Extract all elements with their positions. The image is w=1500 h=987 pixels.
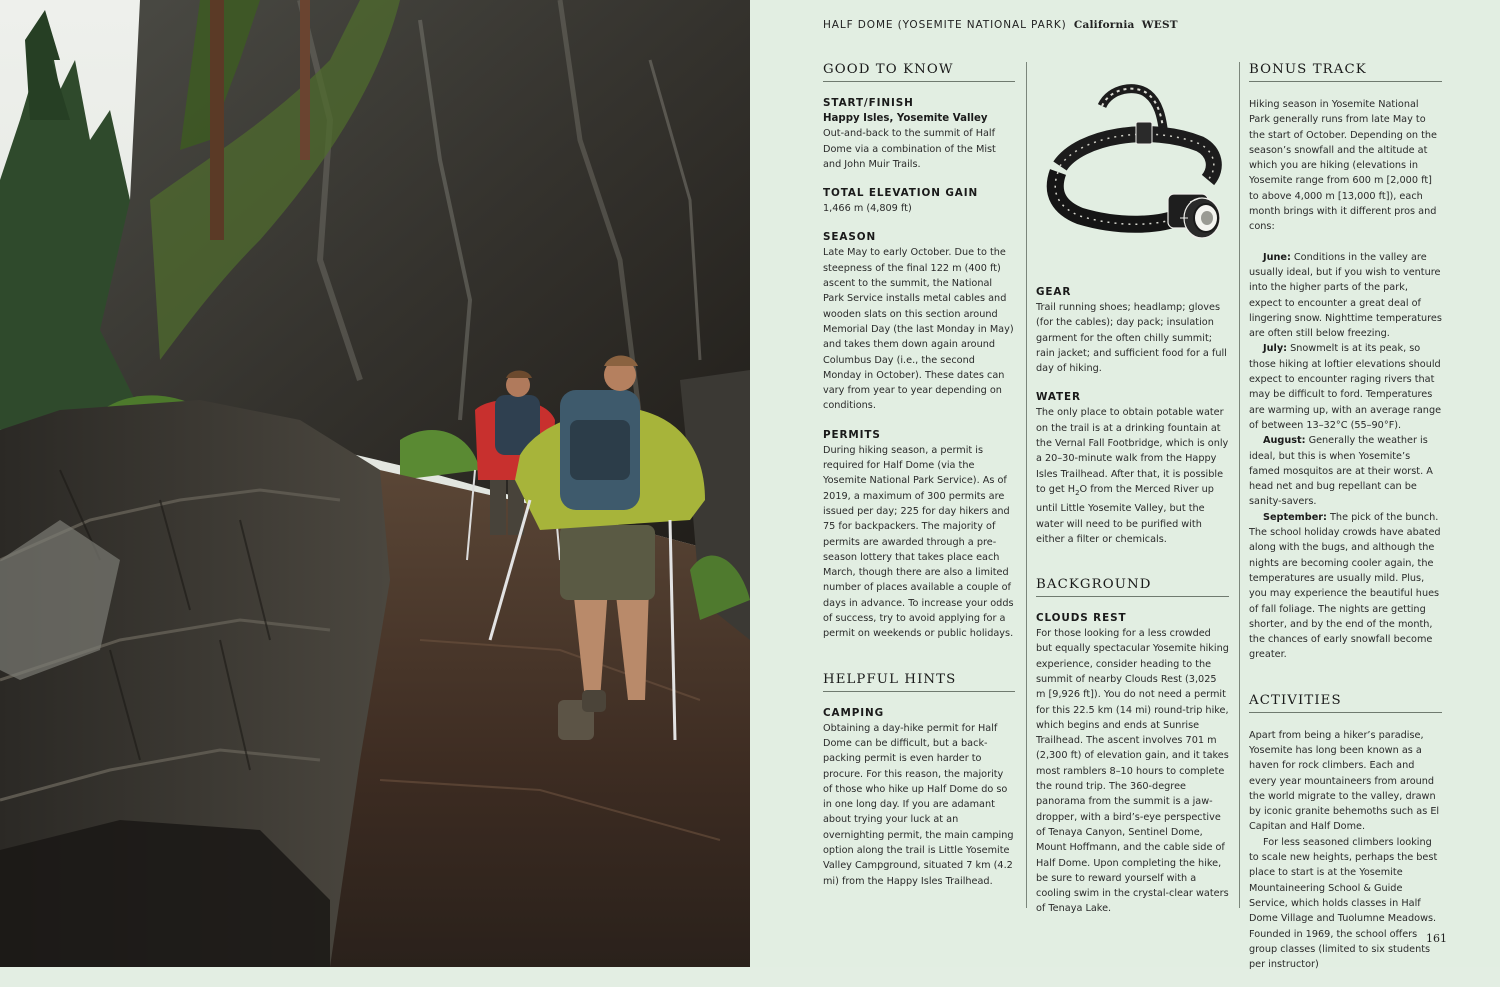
subheading-clouds-rest: CLOUDS REST bbox=[1036, 612, 1127, 625]
bonus-track-intro: Hiking season in Yosemite National Park generally runs from late May to the start of October. Depending on the season’s snowfall and the altitude at which you are hiking (elevations in Yosemite range from 600 m [2,000 ft] to above 4,000 m [13,000 ft]), each month brings with it different pros and cons: bbox=[1249, 99, 1437, 233]
water-text bbox=[1036, 405, 1229, 547]
subheading-permits: PERMITS bbox=[823, 428, 881, 441]
month-text: The pick of the bunch. The school holiday crowds have abated along with the bugs, and although the nights are becoming cooler again, the temperatures are usually mild. Plus, you may experience the beautiful hues of fall foliage. The nights are getting shorter, and by the end of the month, the chances of early snowfall become greater. bbox=[1249, 511, 1441, 661]
gear-block bbox=[1036, 286, 1229, 376]
page-number: 161 bbox=[1426, 932, 1447, 945]
guide-page bbox=[750, 0, 1500, 971]
season-text: Late May to early October. Due to the steepness of the final 122 m (400 ft) ascent to the summit, the National Park Service installs metal cables and wooden slats on this section around Memorial Day (the last Monday in May) and takes them down again around Columbus Day (i.e., the second Monday in October). These dates can vary from year to year depending on conditions. bbox=[823, 247, 1014, 412]
activities-paragraph-2: For less seasoned climbers looking to scale new heights, perhaps the best place to start is at the Yosemite Mountaineering School & Guide Service, which holds classes in Half Dome Village and Tuolumne Meadows. Founded in 1969, the school offers group classes (limited to six students per instructor) bbox=[1249, 836, 1438, 971]
headlamp-illustration bbox=[1036, 76, 1229, 266]
running-head bbox=[823, 19, 1178, 31]
start-finish-block bbox=[823, 97, 1015, 172]
elevation-block bbox=[823, 187, 1015, 216]
subheading-water: WATER bbox=[1036, 391, 1081, 404]
column-bonus-track bbox=[1249, 62, 1442, 987]
hikers-photo bbox=[0, 0, 750, 967]
section-heading-good-to-know: GOOD TO KNOW bbox=[823, 62, 1015, 82]
column-divider bbox=[1026, 62, 1027, 908]
start-finish-place: Happy Isles, Yosemite Valley bbox=[823, 113, 988, 124]
running-head-region: WEST bbox=[1141, 19, 1178, 31]
water-text-part2: O from the Merced River up until Little Yosemite Valley, but the water will need to be purified with either a filter or chemicals. bbox=[1036, 483, 1214, 545]
camping-block bbox=[823, 707, 1015, 889]
month-name: September: bbox=[1263, 511, 1327, 523]
clouds-rest-text: For those looking for a less crowded but equally spectacular Yosemite hiking experience, consider heading to the summit of nearby Clouds Rest (3,025 m [9,926 ft]). You do not need a permit for this 22.5 km (14 mi) round-trip hike, which begins and ends at Sunrise Trailhead. The ascent involves 701 m (2,300 ft) of elevation gain, and it takes most ramblers 8–10 hours to complete the round trip. The 360-degree panorama from the summit is a jaw-dropper, with a bird’s-eye perspective of Tenaya Canyon, Sentinel Dome, Mount Hoffmann, and the cable side of Half Dome. Upon completing the hike, be sure to reward yourself with a cooling swim in the crystal-clear waters of Tenaya Lake. bbox=[1036, 628, 1229, 915]
hikers-photo-illustration bbox=[0, 0, 750, 967]
water-block bbox=[1036, 391, 1229, 547]
month-text: Generally the weather is ideal, but this is when Yosemite’s famed mosquitos are at their worst. A head net and bug repellant can be sanity-savers. bbox=[1249, 435, 1433, 508]
running-head-location: HALF DOME (YOSEMITE NATIONAL PARK) bbox=[823, 19, 1067, 31]
subheading-start-finish: START/FINISH bbox=[823, 97, 914, 109]
water-text-part1: The only place to obtain potable water on the trail is at a drinking fountain at the Vernal Fall Footbridge, which is only a 20–30-minute walk from the Happy Isles Trailhead. After that, it is possible to get H bbox=[1036, 407, 1229, 495]
months-list bbox=[1249, 250, 1442, 663]
month-september bbox=[1249, 510, 1442, 663]
activities-paragraph-1: Apart from being a hiker’s paradise, Yosemite has long been known as a haven for rock climbers. Each and every year mountaineers from around the world migrate to the valley, drawn by iconic granite behemoths such as El Capitan and Half Dome. bbox=[1249, 729, 1440, 833]
month-june bbox=[1249, 250, 1442, 342]
start-finish-text: Out-and-back to the summit of Half Dome via a combination of the Mist and John Muir Trails. bbox=[823, 128, 996, 170]
water-subscript: 2 bbox=[1075, 488, 1080, 497]
season-block bbox=[823, 231, 1015, 413]
clouds-rest-block bbox=[1036, 612, 1229, 917]
subheading-camping: CAMPING bbox=[823, 706, 885, 719]
month-text: Snowmelt is at its peak, so those hiking at loftier elevations should expect to encounter raging rivers that may be difficult to ford. Temperatures are warming up, with an average range of between 13–32°C (55–90°F). bbox=[1249, 343, 1442, 431]
month-name: July: bbox=[1263, 343, 1288, 355]
subheading-gear: GEAR bbox=[1036, 286, 1072, 298]
column-gear-water-background bbox=[1036, 62, 1229, 932]
permits-text: During hiking season, a permit is required for Half Dome (via the Yosemite National Park Service). As of 2019, a maximum of 300 permits are issued per day; 225 for day hikers and 75 for backpackers. The majority of permits are awarded through a pre-season lottery that takes place each March, though there are also a limited number of places available a couple of days in advance. To increase your odds of success, try to avoid applying for a permit on weekends or public holidays. bbox=[823, 444, 1014, 640]
section-heading-background: BACKGROUND bbox=[1036, 577, 1229, 597]
subheading-total-elevation-gain: TOTAL ELEVATION GAIN bbox=[823, 187, 979, 200]
running-head-state: California bbox=[1073, 19, 1135, 31]
column-good-to-know bbox=[823, 62, 1015, 904]
section-heading-activities: ACTIVITIES bbox=[1249, 693, 1442, 713]
month-july bbox=[1249, 341, 1442, 433]
elevation-text: 1,466 m (4,809 ft) bbox=[823, 203, 912, 215]
month-august bbox=[1249, 433, 1442, 509]
month-name: June: bbox=[1263, 251, 1291, 263]
subheading-season: SEASON bbox=[823, 231, 877, 244]
gear-text: Trail running shoes; headlamp; gloves (for the cables); day pack; insulation garment for the often chilly summit; rain jacket; and sufficient food for a full day of hiking. bbox=[1036, 302, 1227, 375]
permits-block bbox=[823, 429, 1015, 642]
section-heading-bonus-track: BONUS TRACK bbox=[1249, 62, 1442, 82]
month-text: Conditions in the valley are usually ideal, but if you wish to venture into the higher parts of the park, expect to encounter a great deal of lingering snow. Nighttime temperatures are often still below freezing. bbox=[1249, 251, 1442, 340]
section-heading-helpful-hints: HELPFUL HINTS bbox=[823, 672, 1015, 692]
headlamp-icon bbox=[1040, 76, 1225, 261]
column-divider bbox=[1239, 62, 1240, 908]
camping-text: Obtaining a day-hike permit for Half Dome can be difficult, but a back-packing permit is even harder to procure. For this reason, the majority of those who hike up Half Dome do so in one long day. If you are adamant about trying your luck at an overnighting permit, the main camping option along the trail is Little Yosemite Valley Campground, situated 7 km (4.2 mi) from the Happy Isles Trailhead. bbox=[823, 722, 1014, 887]
month-name: August: bbox=[1263, 435, 1306, 447]
